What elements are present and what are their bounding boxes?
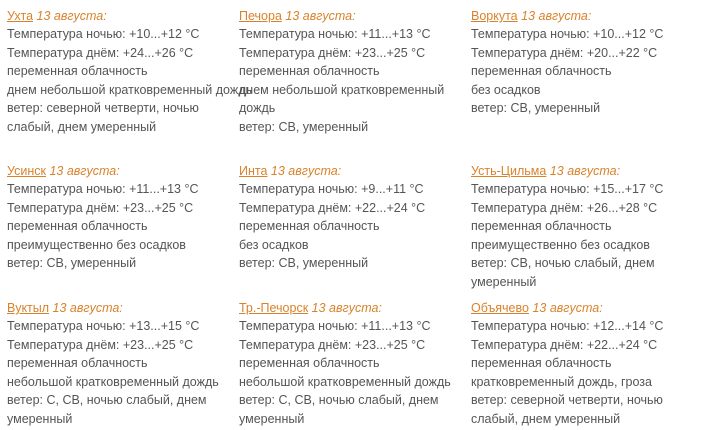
wind: ветер: СВ, умеренный (239, 119, 369, 134)
city-link[interactable]: Вуктыл (7, 301, 50, 315)
forecast-date: 13 августа: (532, 301, 603, 315)
cloud-cover: переменная облачность (239, 219, 380, 233)
day-temperature: Температура днём: +23...+25 °C (239, 45, 426, 60)
day-temperature: Температура днём: +23...+25 °C (7, 337, 194, 352)
wind: ветер: СВ, умеренный (471, 101, 601, 115)
wind: ветер: СВ, умеренный (239, 256, 369, 270)
city-link[interactable]: Инта (239, 164, 268, 178)
day-temperature: Температура днём: +23...+25 °C (7, 200, 194, 215)
precipitation: днем небольшой кратковременный дождь (7, 82, 253, 97)
wind: ветер: северной четверти, ночью слабый, днем умеренный (7, 101, 199, 134)
forecast-card-ust-tsilma (471, 162, 703, 291)
precipitation: без осадков (471, 82, 541, 97)
forecast-card-vorkuta (471, 7, 703, 118)
day-temperature: Температура днём: +24...+26 °C (7, 45, 194, 60)
forecast-date: 13 августа: (521, 9, 592, 23)
forecast-header (7, 162, 239, 180)
cloud-cover: переменная облачность (7, 356, 148, 370)
night-temperature: Температура ночью: +12...+14 °C (471, 319, 664, 333)
cloud-cover: переменная облачность (239, 64, 380, 78)
precipitation: кратковременный дождь, гроза (471, 374, 652, 389)
forecast-card-usinsk (7, 162, 239, 273)
cloud-cover: переменная облачность (7, 219, 148, 233)
forecast-date: 13 августа: (36, 9, 107, 23)
forecast-header (239, 299, 471, 317)
wind: ветер: С, СВ, ночью слабый, днем умеренный (239, 393, 439, 426)
forecast-card-troitsko-pechorsk (239, 299, 471, 428)
forecast-header (7, 299, 239, 317)
forecast-header (239, 7, 471, 25)
forecast-card-pechora (239, 7, 471, 136)
night-temperature: Температура ночью: +13...+15 °C (7, 319, 200, 333)
precipitation: днем небольшой кратковременный дождь (239, 82, 445, 115)
forecast-card-obyachevo (471, 299, 703, 428)
forecast-header (471, 7, 703, 25)
forecast-date: 13 августа: (52, 301, 123, 315)
forecast-date: 13 августа: (285, 9, 356, 23)
city-link[interactable]: Тр.-Печорск (239, 301, 309, 315)
day-temperature: Температура днём: +26...+28 °C (471, 200, 658, 215)
forecast-date: 13 августа: (311, 301, 382, 315)
city-link[interactable]: Усть-Цильма (471, 164, 547, 178)
forecast-card-ukhta (7, 7, 253, 136)
wind: ветер: СВ, ночью слабый, днем умеренный (471, 256, 655, 289)
day-temperature: Температура днём: +22...+24 °C (239, 200, 426, 215)
city-link[interactable]: Усинск (7, 164, 46, 178)
night-temperature: Температура ночью: +10...+12 °C (471, 27, 664, 41)
city-link[interactable]: Воркута (471, 9, 518, 23)
forecast-date: 13 августа: (49, 164, 120, 178)
wind: ветер: С, СВ, ночью слабый, днем умеренный (7, 393, 207, 426)
cloud-cover: переменная облачность (7, 64, 148, 78)
night-temperature: Температура ночью: +10...+12 °C (7, 27, 200, 41)
day-temperature: Температура днём: +20...+22 °C (471, 45, 658, 60)
cloud-cover: переменная облачность (471, 219, 612, 233)
wind: ветер: северной четверти, ночью слабый, днем умеренный (471, 393, 663, 426)
precipitation: небольшой кратковременный дождь (239, 374, 451, 389)
cloud-cover: переменная облачность (471, 356, 612, 370)
forecast-date: 13 августа: (549, 164, 621, 178)
cloud-cover: переменная облачность (239, 356, 380, 370)
city-link[interactable]: Печора (239, 9, 282, 23)
forecast-header (471, 162, 703, 180)
forecast-header (239, 162, 471, 180)
precipitation: небольшой кратковременный дождь (7, 374, 219, 389)
day-temperature: Температура днём: +23...+25 °C (239, 337, 426, 352)
forecast-header (7, 7, 239, 25)
forecast-card-vuktyl (7, 299, 239, 428)
day-temperature: Температура днём: +22...+24 °C (471, 337, 658, 352)
forecast-header (471, 299, 703, 317)
night-temperature: Температура ночью: +15...+17 °C (471, 182, 664, 196)
cloud-cover: переменная облачность (471, 64, 612, 78)
precipitation: без осадков (239, 237, 309, 252)
city-link[interactable]: Объячево (471, 301, 529, 315)
precipitation: преимущественно без осадков (471, 237, 650, 252)
night-temperature: Температура ночью: +11...+13 °C (7, 182, 199, 196)
forecast-card-inta (239, 162, 471, 273)
night-temperature: Температура ночью: +9...+11 °C (239, 182, 424, 196)
night-temperature: Температура ночью: +11...+13 °C (239, 27, 431, 41)
forecast-date: 13 августа: (270, 164, 342, 178)
night-temperature: Температура ночью: +11...+13 °C (239, 319, 431, 333)
precipitation: преимущественно без осадков (7, 237, 186, 252)
wind: ветер: СВ, умеренный (7, 256, 137, 270)
city-link[interactable]: Ухта (7, 9, 34, 23)
